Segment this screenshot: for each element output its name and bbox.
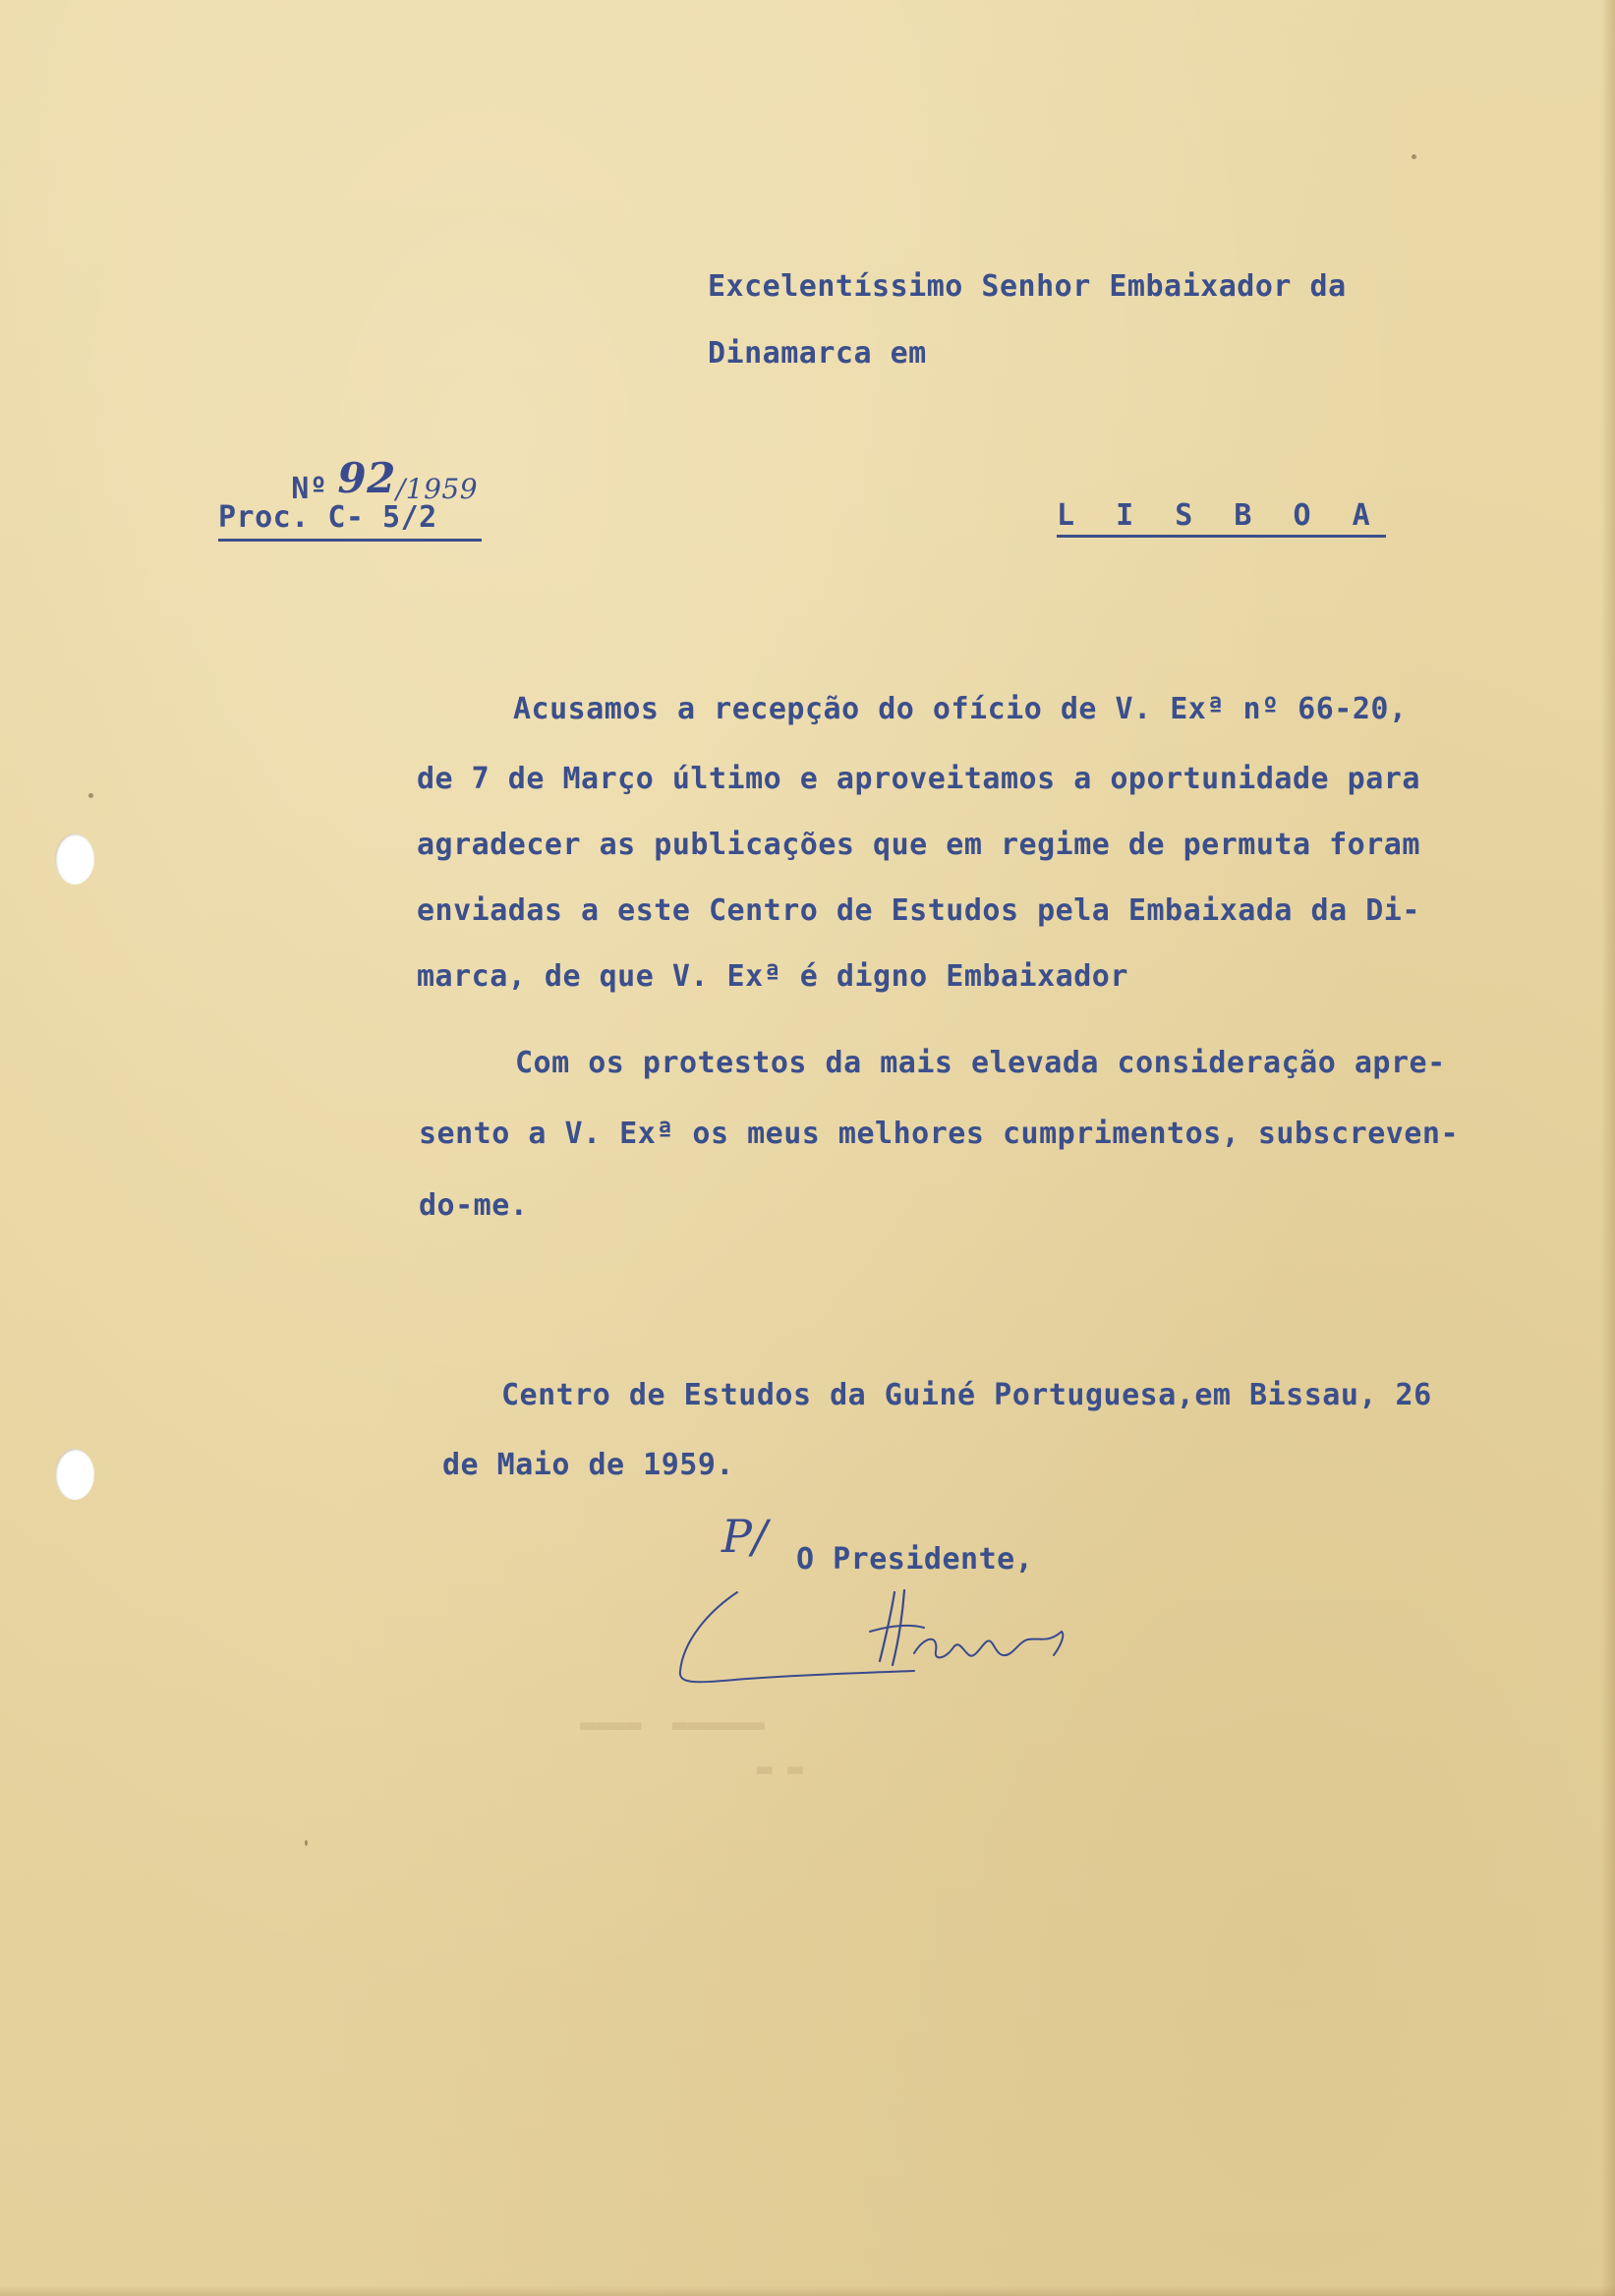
paper-edge-shadow-bottom (0, 2286, 1615, 2296)
body-paragraph-2-line-2: sento a V. Exª os meus melhores cumprimentos, subscreven- (419, 1117, 1460, 1151)
body-paragraph-2-line-1: Com os protestos da mais elevada consideração apre- (515, 1046, 1446, 1080)
place-date-line-2: de Maio de 1959. (442, 1448, 734, 1482)
body-paragraph-1-line-1: Acusamos a recepção do ofício de V. Exª nº 66-20, (513, 692, 1408, 726)
body-paragraph-1-line-5: marca, de que V. Exª é digno Embaixador (417, 959, 1128, 994)
place-date-line-1: Centro de Estudos da Guiné Portuguesa,em Bissau, 26 (501, 1378, 1432, 1412)
reference-number-year: /1959 (395, 473, 479, 505)
bleed-through-mark: ▬ ▬ (757, 1754, 803, 1784)
reference-number-handwritten: 92 (337, 454, 396, 502)
addressee-line-1: Excelentíssimo Senhor Embaixador da (708, 269, 1347, 304)
paper-speck (305, 1840, 308, 1846)
handwritten-signature (668, 1563, 1081, 1720)
paper-speck (1412, 154, 1416, 159)
process-reference: Proc. C- 5/2 (218, 500, 437, 535)
paper-speck (88, 793, 93, 798)
addressee-city: L I S B O A (1057, 501, 1386, 538)
punch-hole-upper (55, 833, 94, 885)
handwritten-initials: P/ (721, 1510, 768, 1563)
body-paragraph-1-line-2: de 7 de Março último e aproveitamos a oportunidade para (417, 762, 1420, 796)
reference-number-prefix: Nº (291, 472, 328, 506)
body-paragraph-2-line-3: do-me. (419, 1188, 529, 1223)
body-paragraph-1-line-4: enviadas a este Centro de Estudos pela Embaixada da Di- (417, 893, 1420, 928)
body-paragraph-1-line-3: agradecer as publicações que em regime de permuta foram (417, 828, 1420, 862)
signatory-title: O Presidente, (796, 1542, 1034, 1577)
paper-edge-shadow (1601, 0, 1615, 2296)
punch-hole-lower (55, 1449, 94, 1500)
bleed-through-mark: ▬▬▬▬ ▬▬▬▬▬▬ (580, 1710, 765, 1740)
addressee-line-2: Dinamarca em (708, 336, 927, 371)
